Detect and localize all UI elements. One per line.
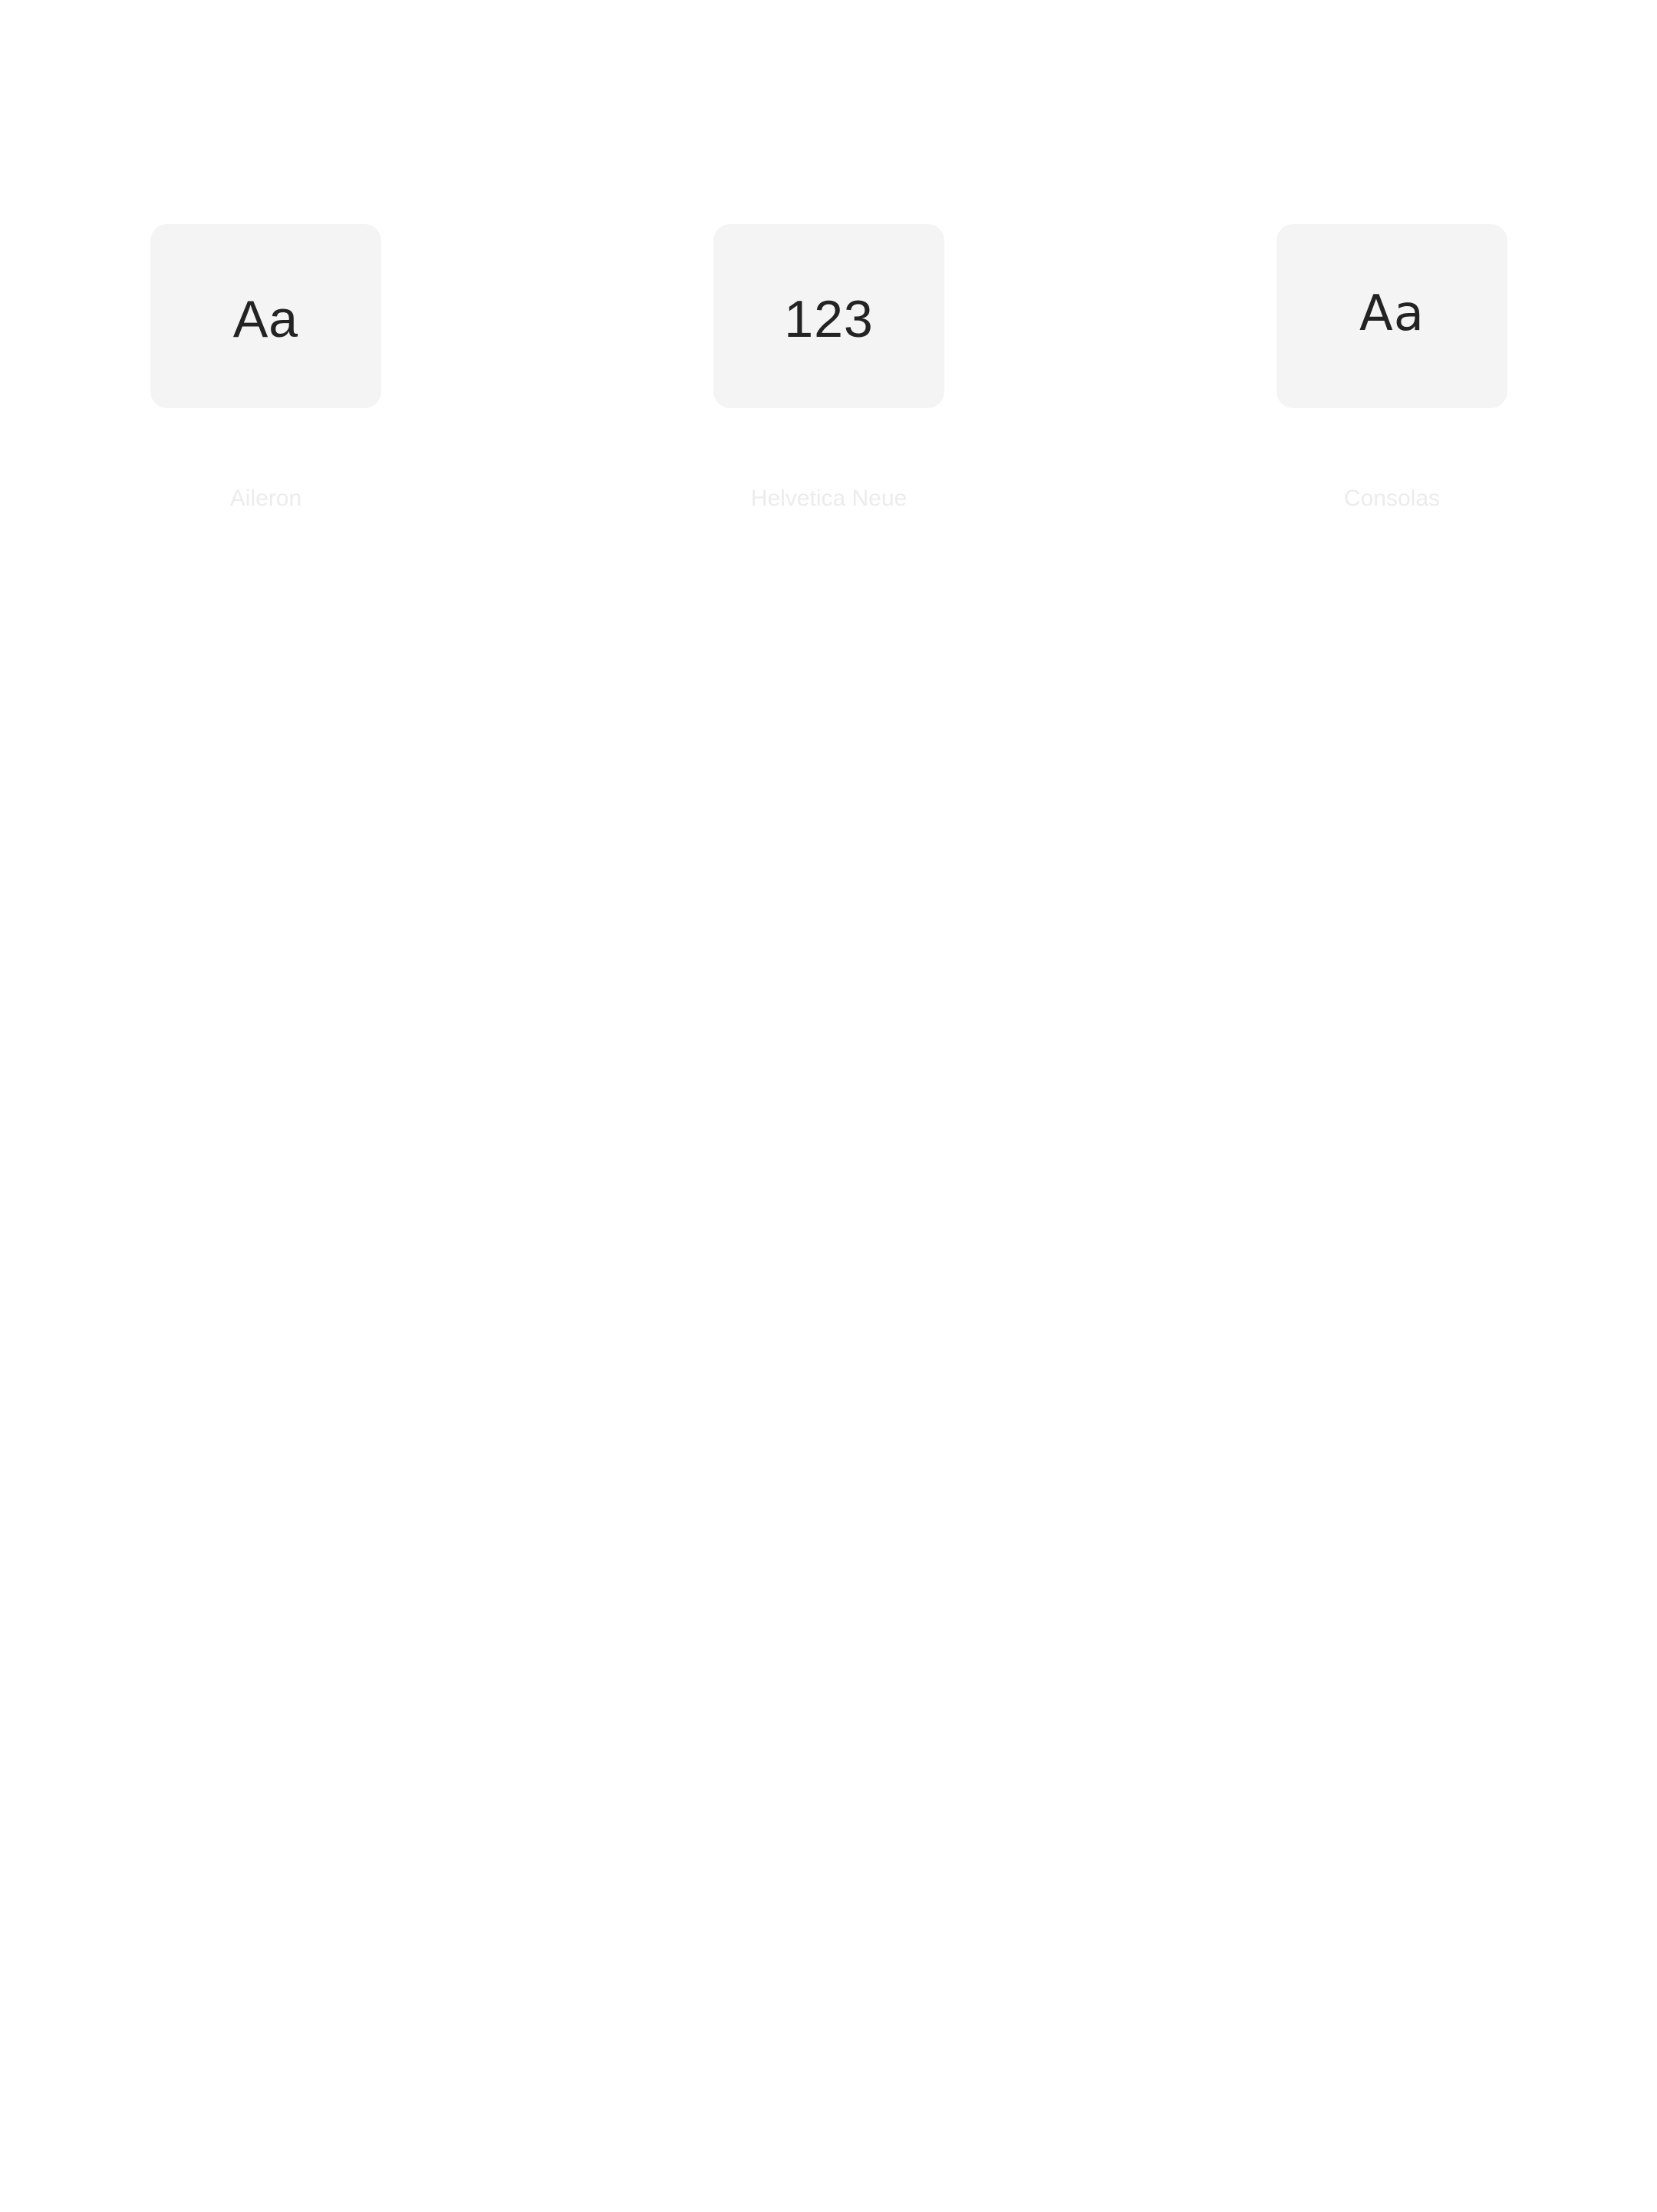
font-preview-tile[interactable] [150,224,381,408]
font-preview-sample: 123 [784,290,874,348]
font-option-aileron[interactable] [150,224,381,513]
font-name-label: Helvetica Neue [750,486,908,511]
font-preview-tile[interactable] [713,224,944,408]
font-picker-grid [0,0,1657,537]
font-name-label: Aileron [229,486,302,511]
font-preview-sample: Aa [232,290,299,348]
font-name-label: Consolas [1343,486,1441,511]
font-option-consolas[interactable] [1277,224,1507,513]
font-option-helvetica-neue[interactable] [713,224,944,513]
font-preview-sample: Aa [1359,285,1425,342]
font-preview-tile[interactable] [1277,224,1507,408]
